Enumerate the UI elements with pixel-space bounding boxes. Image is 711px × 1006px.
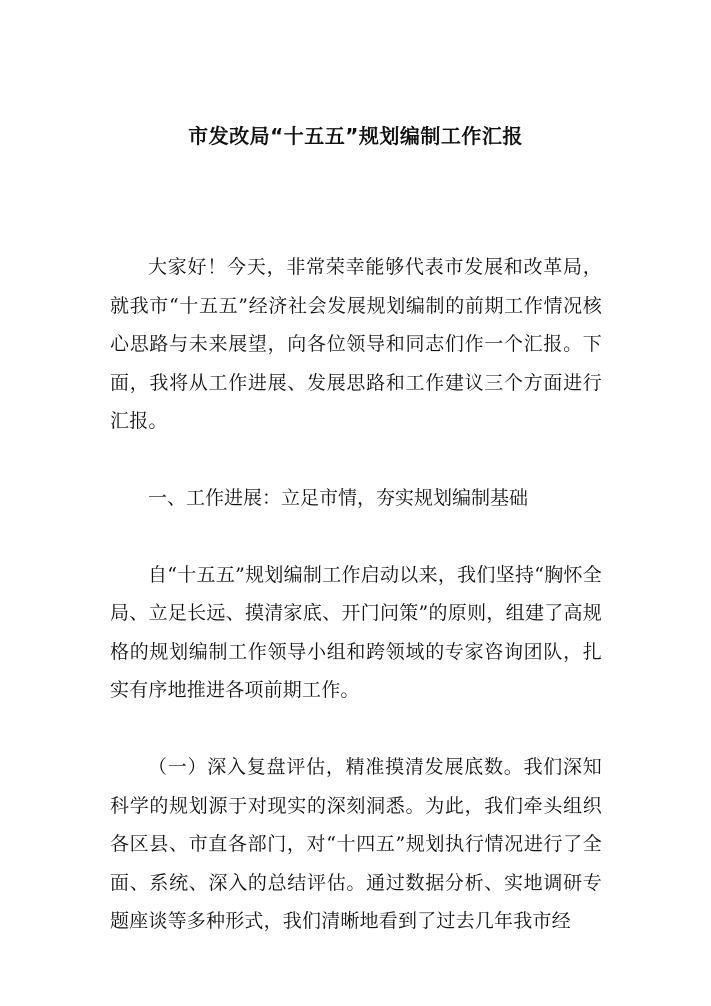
paragraph-gap [110,441,602,479]
paragraph-gap [110,518,602,556]
section-1-paragraph: 自“十五五”规划编制工作启动以来，我们坚持“胸怀全局、立足长远、摸清家底、开门问策”的原则，组建了高规格的规划编制工作领导小组和跨领域的专家咨询团队，扎实有序地推进各项前期工作。 [110,563,602,702]
document-title: 市发改局“十五五”规划编制工作汇报 [188,124,523,148]
section-heading-1: 一、工作进展：立足市情，夯实规划编制基础 [148,486,529,509]
subsection-1-paragraph: （一）深入复盘评估，精准摸清发展底数。我们深知科学的规划源于对现实的深刻洞悉。为此，我们牵头组织各区县、市直各部门，对“十四五”规划执行情况进行了全面、系统、深入的总结评估。通过数据分析、实地调研专题座谈等多种形式，我们清晰地看到了过去几年我市经 [110,755,602,933]
intro-paragraph: 大家好！今天，非常荣幸能够代表市发展和改革局，就我市“十五五”经济社会发展规划编制的前期工作情况核心思路与未来展望，向各位领导和同志们作一个汇报。下面，我将从工作进展、发展思路和工作建议三个方面进行汇报。 [110,256,602,433]
paragraph-gap [110,710,602,748]
document-body [110,248,602,941]
